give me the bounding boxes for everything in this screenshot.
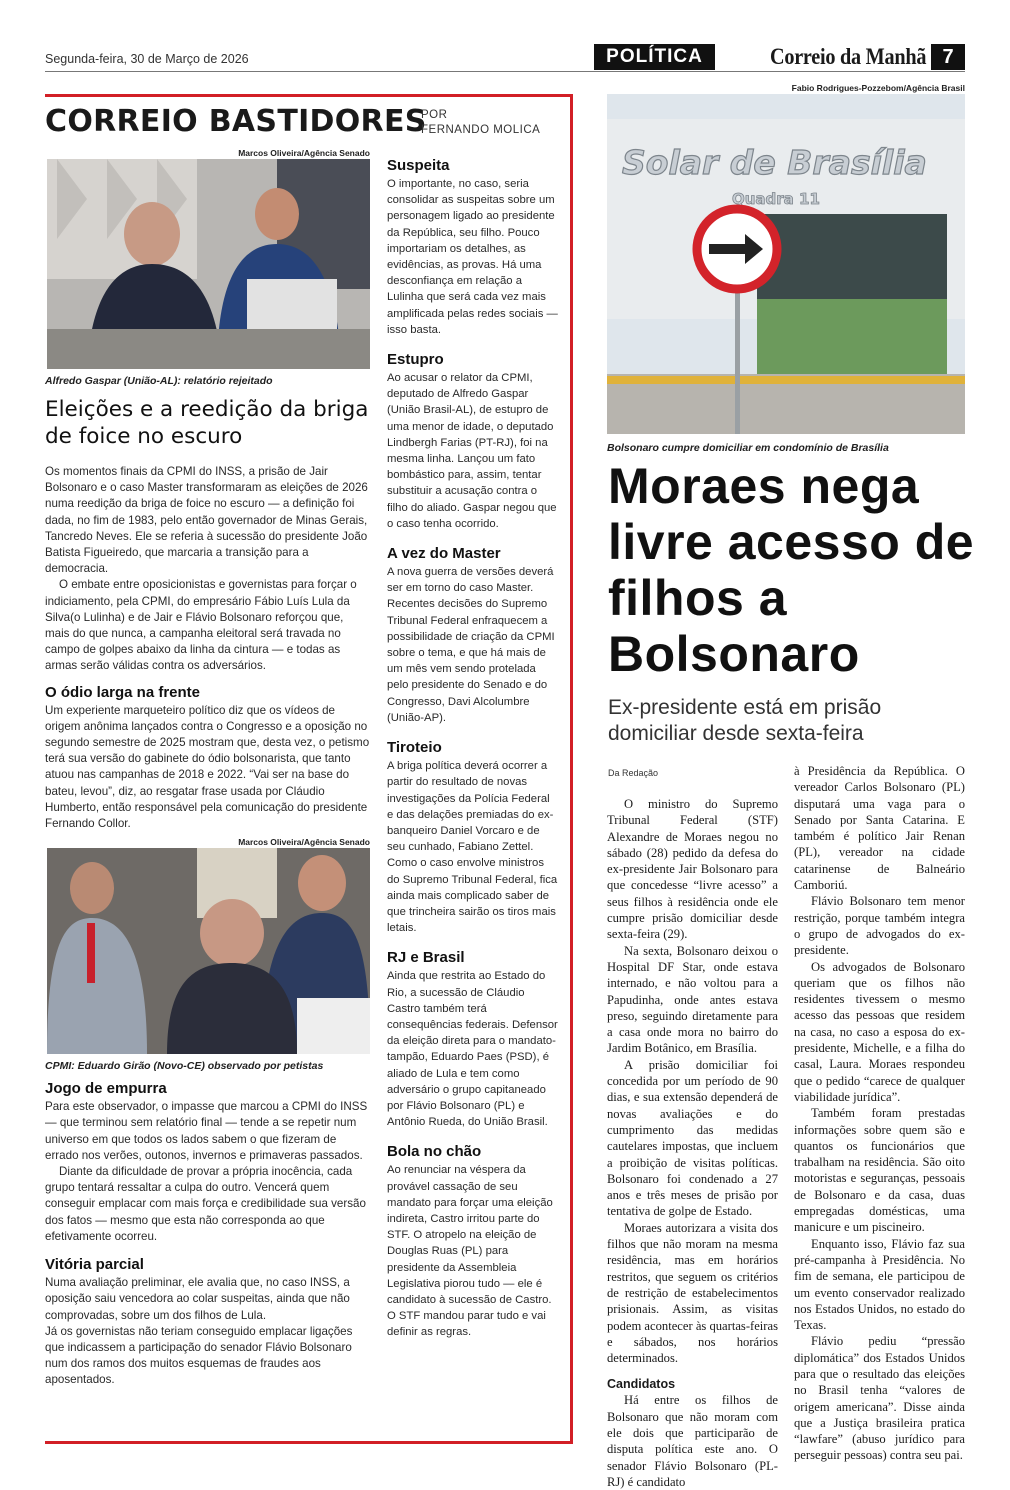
paragraph: Há entre os filhos de Bolsonaro que não moram com ele dois que participarão de disputa política este ano. O senador Flávio Bolsonaro (PL-RJ) é candidato	[607, 1393, 778, 1489]
newspaper-logo: Correio da Manhã	[770, 44, 927, 69]
photo-cpmi-session	[47, 848, 370, 1054]
photo-caption: CPMI: Eduardo Girão (Novo-CE) observado por petistas	[45, 1060, 324, 1073]
photo-condominium-gate	[607, 94, 965, 434]
photo-caption: Alfredo Gaspar (União-AL): relatório rejeitado	[45, 375, 273, 387]
paragraph: O ministro do Supremo Tribunal Federal (STF) Alexandre de Moraes negou no sábado (28) pedido da defesa do ex-presidente Jair Bolsonaro para que concedesse “livre acesso” a seus filhos à residência onde ele cumpre prisão domiciliar desde sexta-feira (29).	[607, 797, 778, 942]
story-byline: Da Redação	[608, 768, 659, 778]
column-byline	[421, 108, 540, 137]
note-title: Bola no chão	[387, 1143, 482, 1161]
story-subhead: Candidatos	[607, 1377, 676, 1392]
note-title: Estupro	[387, 351, 444, 369]
paragraph: à Presidência da República. O vereador Carlos Bolsonaro (PL) disputará uma vaga para o Senado por Santa Catarina. E também é político Jair Renan (PL), vereador na cidade catarinense de Balneário Camboriú.	[794, 764, 965, 893]
edition-date: Segunda-feira, 30 de Março de 2026	[45, 52, 249, 66]
byline-author: FERNANDO MOLICA	[421, 123, 541, 136]
photo-caption: Bolsonaro cumpre domiciliar em condomínio de Brasília	[607, 442, 889, 454]
note-text: A briga política deverá ocorrer a partir do resultado de novas investigações da Polícia Federal e das delações premiadas do ex-banqueiro Daniel Vorcaro e de seu cunhado, Fabiano Zettel. Como o caso envolve ministros do Supremo Tribunal Federal, fica ainda mais complicado saber de que trincheira sairão os tiros mais letais.	[387, 760, 558, 935]
paragraph: Diante da dificuldade de provar a própria inocência, cada grupo tentará ressaltar a culpa do outro. Vencerá quem conseguir emplacar com mais força e credibilidade sua versão dos fatos — mesmo que esta não corresponda ao que efetivamente ocorreu.	[45, 1165, 366, 1243]
paragraph: Para este observador, o impasse que marcou a CPMI do INSS — que terminou sem relatório final — tende a se repetir num universo em que todos os lados sabem o que fizeram de errado nos verões, outonos, invernos e primaveras passados.	[45, 1100, 368, 1162]
photo-senate-hearing	[47, 159, 370, 369]
story-deck: Ex-presidente está em prisão domiciliar desde sexta-feira	[608, 696, 882, 745]
story-headline: Moraes nega livre acesso de filhos a Bolsonaro	[608, 458, 975, 682]
paragraph: Um experiente marqueteiro político diz que os vídeos de origem anônima lançados contra o Congresso e a oposição no segundo semestre de 2025 mostram que, desta vez, o petismo terá sua versão do gabinete do ódio bolsonarista, que tanto atuou nas campanhas de 2018 e 2022. “Vai ser na base do bateu, levou”, diz, ao resgatar frase usada por Cláudio Humberto, então responsável pela comunicação do presidente Fernando Collor.	[45, 703, 370, 831]
note-text: O importante, no caso, seria consolidar as suspeitas sobre um personagem ligado ao presidente da República, seu filho. Pouco importariam os detalhes, as evidências, as provas. Há uma desconfiança em relação a Lulinha que será cada vez mais amplificada pelas redes sociais — isso basta.	[387, 178, 558, 336]
paragraph: Flávio pediu “pressão diplomática” dos Estados Unidos para que o resultado das eleições no Brasil tenha “valores de origem americana”. Disse ainda que a Justiça brasileira pratica “lawfare” (abuso jurídico para perseguir pessoas) contra seu pai.	[794, 1334, 965, 1463]
column-left	[45, 147, 370, 1389]
paragraph: Numa avaliação preliminar, ele avalia que, no caso INSS, a oposição saiu vencedora ao colar suspeitas, ainda que não comprovadas, sobre um dos filhos de Lula.	[45, 1276, 350, 1322]
subhead: Vitória parcial	[45, 1256, 144, 1274]
story-column-1	[607, 796, 778, 1490]
byline-prefix: POR	[421, 109, 448, 121]
paragraph: A prisão domiciliar foi concedida por um período de 90 dias, e sua extensão dependerá de novas avaliações e do cumprimento das medidas cautelares impostas, que incluem a proibição de visitas políticas. Bolsonaro foi condenado a 27 anos e três meses de prisão por tentativa de golpe de Estado.	[607, 1057, 778, 1219]
paragraph: Moraes autorizara a visita dos filhos que não moram na mesma residência, mas em horários restritos, que seguem os critérios de restrição de estabelecimentos prisionais. Assim, as visitas podem acontecer às quartas-feiras e sábados, nos horários determinados.	[607, 1220, 778, 1366]
note-text: Ao acusar o relator da CPMI, deputado de Alfredo Gaspar (União Brasil-AL), de estupro de uma menor de idade, o deputado Lindbergh Farias (PT-RJ), foi na mesma linha. Lançou um fato bombástico para, assim, tentar substituir a acusação contra o filho do aliado. Gaspar negou que o caso tenha ocorrido.	[387, 372, 557, 530]
column-border-right	[570, 94, 573, 1444]
column-headline: Eleições e a reedição da briga de foice no escuro	[45, 397, 369, 449]
column-border-bottom	[45, 1441, 573, 1444]
sign-text: Quadra 11	[732, 190, 820, 208]
paragraph: Na sexta, Bolsonaro deixou o Hospital DF Star, onde estava internado, e não voltou para a Papudinha, onde antes estava preso, seguindo diretamente para a casa onde mora no bairro do Jardim Botânico, em Brasília.	[607, 943, 778, 1056]
note-title: RJ e Brasil	[387, 949, 465, 967]
paragraph: Os momentos finais da CPMI do INSS, a prisão de Jair Bolsonaro e o caso Master transformaram as eleições de 2026 numa reedição da briga de foice no escuro — a definição foi dada, no fim de 1983, pelo então governador de Minas Gerais, Tancredo Neves. Ele se referia à sucessão do presidente João Batista Figueiredo, que marcaria a transição para a democracia.	[45, 465, 368, 576]
section-label: POLÍTICA	[594, 44, 715, 70]
photo-credit: Fabio Rodrigues-Pozzebom/Agência Brasil	[791, 83, 965, 93]
story-column-2	[794, 763, 965, 1464]
paragraph: Os advogados de Bolsonaro queriam que os filhos não residentes tivessem o mesmo acesso das pessoas que residem na casa, no caso a esposa do ex-presidente, Michelle, e a filha do casal, Laura. Moraes respondeu que o pedido “carece de qualquer viabilidade jurídica”.	[794, 959, 965, 1104]
note-title: Tiroteio	[387, 739, 442, 757]
sign-text: Solar de Brasília	[622, 143, 927, 182]
column-intro	[45, 464, 370, 675]
paragraph: O embate entre oposicionistas e governistas para forçar o indiciamento, pela CPMI, do empresário Fábio Luís Lula da Silva(o Lulinha) e de Jair e Flávio Bolsonaro reforçou que, mais do que nunca, a campanha eleitoral será travada no campo de golpes abaixo da linha da cintura — e todas as armas serão válidas contra os adversários.	[45, 578, 357, 673]
note-title: Suspeita	[387, 157, 450, 174]
header-divider	[45, 71, 965, 72]
note-text: Ao renunciar na véspera da provável cassação de seu mandato para forçar uma eleição indireta, Castro irritou parte do STF. O atropelo na eleição de Douglas Ruas (PL) para presidente da Assembleia Legislativa piorou tudo — ele é candidato à sucessão de Castro. O STF mandou parar tudo e vai definir as regras.	[387, 1164, 553, 1339]
column-border-top	[45, 94, 573, 97]
column-notes	[387, 156, 559, 1341]
subhead: O ódio larga na frente	[45, 683, 201, 701]
photo-credit: Marcos Oliveira/Agência Senado	[238, 148, 370, 158]
paragraph: Já os governistas não teriam conseguido emplacar ligações que indicassem a participação do senador Flávio Bolsonaro num dos ramos dos muitos esquemas de fraudes aos aposentados.	[45, 1324, 353, 1387]
note-text: Ainda que restrita ao Estado do Rio, a sucessão de Cláudio Castro também terá consequências federais. Defensor da eleição direta para o mandato-tampão, Eduardo Paes (PSD), é aliado de Lula e tem como adversário o grupo capitaneado por Flávio Bolsonaro (PL) e Antônio Rueda, do União Brasil.	[387, 970, 558, 1129]
note-title: A vez do Master	[387, 545, 501, 563]
note-text: A nova guerra de versões deverá ser em torno do caso Master. Recentes decisões do Supremo Tribunal Federal enfraquecem a possibilidade de criação da CPMI sobre o tema, e que há mais de um mês vem sendo protelada pelo presidente do Senado e do Congresso, Davi Alcolumbre (União-AP).	[387, 566, 555, 724]
paragraph: Também foram prestadas informações sobre quem são e quantos os funcionários que trabalham na residência. São oito motoristas e seguranças, pessoais de Bolsonaro e da casa, duas empregadas domésticas, uma manicure e um piscineiro.	[794, 1106, 965, 1235]
paragraph: Flávio Bolsonaro tem menor restrição, porque também integra o grupo de advogados do ex-presidente.	[794, 894, 965, 958]
page-number: 7	[931, 44, 965, 70]
column-title: CORREIO BASTIDORES	[45, 104, 427, 139]
photo-credit: Marcos Oliveira/Agência Senado	[238, 837, 370, 848]
paragraph: Enquanto isso, Flávio faz sua pré-campanha à Presidência. No fim de semana, ele participou de um evento conservador realizado nos Estados Unidos, no estado do Texas.	[794, 1236, 965, 1333]
subhead: Jogo de empurra	[45, 1080, 167, 1098]
